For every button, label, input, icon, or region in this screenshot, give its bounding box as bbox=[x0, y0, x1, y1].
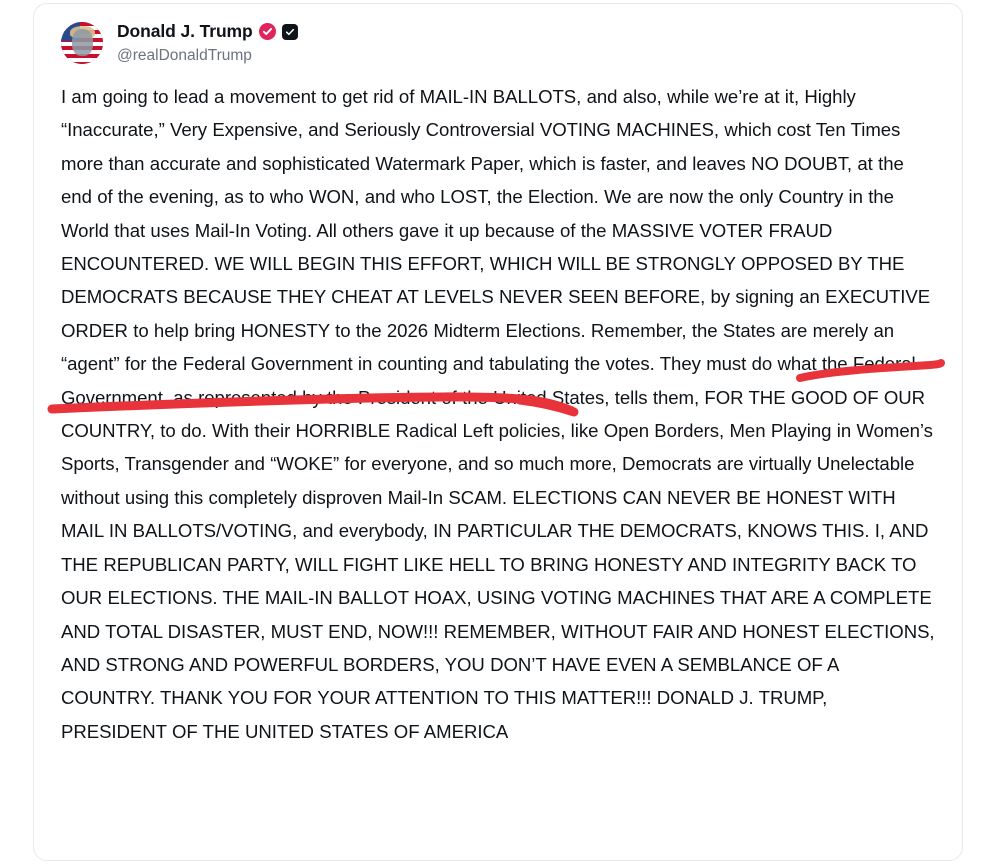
author-handle[interactable]: @realDonaldTrump bbox=[117, 46, 252, 64]
official-account-icon bbox=[282, 24, 298, 40]
author-name-row bbox=[117, 23, 298, 41]
avatar[interactable] bbox=[61, 22, 103, 64]
post-header bbox=[34, 4, 962, 66]
author-display-name[interactable]: Donald J. Trump bbox=[117, 21, 253, 41]
post-text: I am going to lead a movement to get rid of MAIL-IN BALLOTS, and also, while we’re at it, Highly “Inaccurate,” Very Expensive, and Seriously Controversial VOTING MACHINES, which cost Ten Times more than accurate and sophisticated Watermark Paper, which is faster, and leaves NO DOUBT, at the end of the evening, as to who WON, and who LOST, the Election. We are now the only Country in the World that uses Mail-In Voting. All others gave it up because of the MASSIVE VOTER FRAUD ENCOUNTERED. WE WILL BEGIN THIS EFFORT, WHICH WILL BE STRONGLY OPPOSED BY THE DEMOCRATS BECAUSE THEY CHEAT AT LEVELS NEVER SEEN BEFORE, by signing an EXECUTIVE ORDER to help bring HONESTY to the 2026 Midterm Elections. Remember, the States are merely an “agent” for the Federal Government in counting and tabulating the votes. They must do what the Federal Government, as represented by the President of the United States, tells them, FOR THE GOOD OF OUR COUNTRY, to do. With their HORRIBLE Radical Left policies, like Open Borders, Men Playing in Women’s Sports, Transgender and “WOKE” for everyone, and so much more, Democrats are virtually Unelectable without using this completely disproven Mail-In SCAM. ELECTIONS CAN NEVER BE HONEST WITH MAIL IN BALLOTS/VOTING, and everybody, IN PARTICULAR THE DEMOCRATS, KNOWS THIS. I, AND THE REPUBLICAN PARTY, WILL FIGHT LIKE HELL TO BRING HONESTY AND INTEGRITY BACK TO OUR ELECTIONS. THE MAIL-IN BALLOT HOAX, USING VOTING MACHINES THAT ARE A COMPLETE AND TOTAL DISASTER, MUST END, NOW!!! REMEMBER, WITHOUT FAIR AND HONEST ELECTIONS, AND STRONG AND POWERFUL BORDERS, YOU DON’T HAVE EVEN A SEMBLANCE OF A COUNTRY. THANK YOU FOR YOUR ATTENTION TO THIS MATTER!!! DONALD J. TRUMP, PRESIDENT OF THE UNITED STATES OF AMERICA bbox=[61, 86, 935, 742]
verified-check-icon bbox=[259, 23, 276, 40]
author-info bbox=[117, 22, 298, 63]
avatar-face bbox=[72, 29, 93, 56]
social-post-card bbox=[33, 3, 963, 861]
